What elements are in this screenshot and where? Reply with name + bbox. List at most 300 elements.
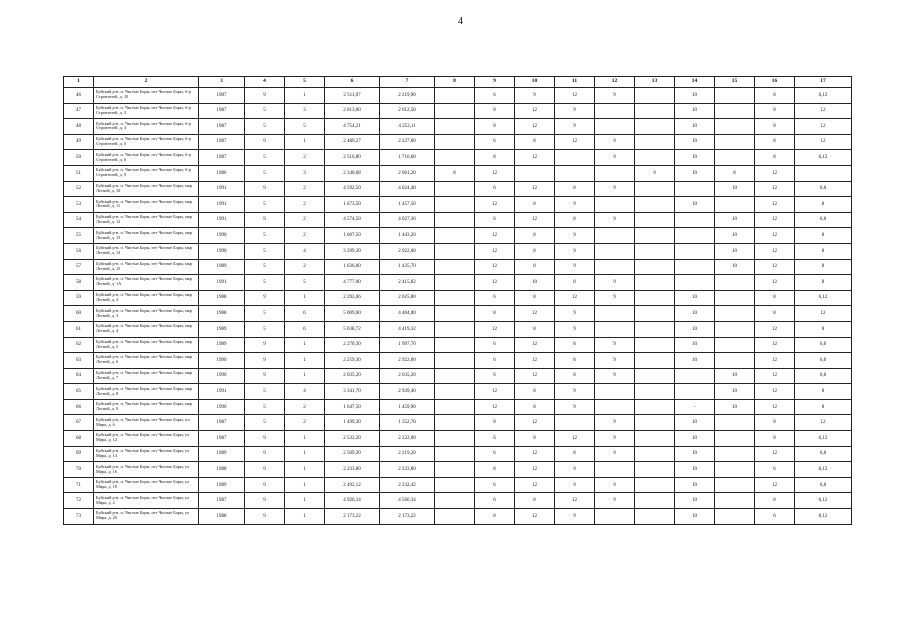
- table-cell: 12: [515, 477, 555, 493]
- address-cell: Буйский р-н, п. Чистые Боры, пгт Чистые Боры, ул Мира, д. 18: [94, 477, 199, 493]
- column-header: 5: [285, 77, 325, 88]
- table-cell: 8: [795, 399, 852, 415]
- table-cell: 8: [475, 150, 515, 166]
- table-cell: 4 252,11: [380, 119, 435, 135]
- column-header: 14: [675, 77, 715, 88]
- table-cell: 2 922,00: [380, 353, 435, 369]
- table-cell: 8: [795, 243, 852, 259]
- table-row: [64, 368, 852, 384]
- table-cell: 9: [245, 337, 285, 353]
- table-cell: 2 219,20: [380, 446, 435, 462]
- table-cell: 47: [64, 103, 94, 119]
- table-cell: 12: [475, 228, 515, 244]
- table-cell: 9: [635, 165, 675, 181]
- table-cell: 4 404,00: [380, 306, 435, 322]
- table-cell: 10: [675, 119, 715, 135]
- table-cell: 10: [675, 462, 715, 478]
- table-cell: 8: [755, 134, 795, 150]
- table-row: [64, 337, 852, 353]
- table-cell: [435, 431, 475, 447]
- table-cell: 9: [245, 212, 285, 228]
- table-cell: 8: [715, 165, 755, 181]
- table-cell: 1988: [199, 462, 245, 478]
- table-cell: 63: [64, 353, 94, 369]
- table-cell: 9: [555, 197, 595, 213]
- table-cell: 12: [475, 259, 515, 275]
- table-cell: 1989: [199, 477, 245, 493]
- table-cell: 12: [795, 306, 852, 322]
- table-cell: [435, 212, 475, 228]
- table-cell: [595, 259, 635, 275]
- table-row: [64, 119, 852, 135]
- address-cell: Буйский р-н, п. Чистые Боры, пгт Чистые Боры, мкр Лесной, д. 2: [94, 290, 199, 306]
- table-cell: 2 219,90: [380, 88, 435, 104]
- table-cell: 4 926,14: [325, 493, 380, 509]
- table-cell: 6,8: [795, 368, 852, 384]
- table-cell: 8: [515, 290, 555, 306]
- table-cell: 6: [475, 431, 515, 447]
- table-cell: [595, 509, 635, 525]
- table-cell: 8: [755, 431, 795, 447]
- table-row: [64, 493, 852, 509]
- table-cell: 8: [515, 493, 555, 509]
- table-cell: 8: [795, 259, 852, 275]
- table-cell: [675, 228, 715, 244]
- table-cell: [635, 228, 675, 244]
- address-cell: Буйский р-н, п. Чистые Боры, пгт Чистые Боры, ул Мира, д. 16: [94, 462, 199, 478]
- table-cell: [555, 150, 595, 166]
- table-cell: 66: [64, 399, 94, 415]
- table-cell: 1 352,70: [380, 415, 435, 431]
- table-cell: 2 233,80: [380, 462, 435, 478]
- table-cell: 4 419,32: [380, 321, 435, 337]
- table-cell: 8: [795, 275, 852, 291]
- table-cell: [715, 415, 755, 431]
- table-cell: [675, 384, 715, 400]
- table-cell: 9: [555, 103, 595, 119]
- table-cell: 8: [515, 134, 555, 150]
- table-cell: [595, 119, 635, 135]
- table-cell: 1987: [199, 493, 245, 509]
- table-cell: 2: [285, 150, 325, 166]
- table-cell: 9: [555, 384, 595, 400]
- table-cell: [635, 493, 675, 509]
- address-cell: Буйский р-н, п. Чистые Боры, пгт Чистые Боры, мкр Лесной, д. 12: [94, 212, 199, 228]
- table-cell: 5: [245, 150, 285, 166]
- table-row: [64, 134, 852, 150]
- address-cell: Буйский р-н, п. Чистые Боры, пгт Чистые Боры, мкр Лесной, д. 9: [94, 399, 199, 415]
- table-cell: 10: [715, 384, 755, 400]
- table-cell: 4 566,34: [380, 493, 435, 509]
- table-cell: 9: [245, 181, 285, 197]
- table-cell: [635, 321, 675, 337]
- table-cell: 12: [515, 306, 555, 322]
- table-cell: 9: [555, 462, 595, 478]
- table-cell: [635, 462, 675, 478]
- table-cell: 8: [475, 306, 515, 322]
- table-cell: [635, 103, 675, 119]
- table-cell: 1988: [199, 290, 245, 306]
- table-cell: 1987: [199, 103, 245, 119]
- table-cell: 1991: [199, 197, 245, 213]
- table-cell: 10: [675, 197, 715, 213]
- table-cell: 51: [64, 165, 94, 181]
- table-cell: [715, 493, 755, 509]
- table-cell: 65: [64, 384, 94, 400]
- column-header: 10: [515, 77, 555, 88]
- table-cell: 5: [245, 259, 285, 275]
- table-cell: 6: [475, 353, 515, 369]
- table-cell: 1987: [199, 431, 245, 447]
- address-cell: Буйский р-н, п. Чистые Боры, пгт Чистые Боры, мкр Лесной, д. 10: [94, 181, 199, 197]
- table-cell: 68: [64, 431, 94, 447]
- table-cell: [515, 165, 555, 181]
- table-cell: 1: [285, 431, 325, 447]
- table-cell: 9: [595, 493, 635, 509]
- table-cell: 10: [715, 228, 755, 244]
- address-cell: Буйский р-н, п. Чистые Боры, пгт Чистые Боры, ул Мира, д. 12: [94, 431, 199, 447]
- table-cell: 10: [715, 181, 755, 197]
- table-cell: 10: [675, 509, 715, 525]
- table-cell: 72: [64, 493, 94, 509]
- table-cell: 3: [285, 103, 325, 119]
- table-cell: [595, 321, 635, 337]
- table-cell: 1987: [199, 150, 245, 166]
- table-cell: 6,8: [795, 181, 852, 197]
- table-cell: 8,12: [795, 509, 852, 525]
- table-cell: 71: [64, 477, 94, 493]
- table-cell: 8: [795, 321, 852, 337]
- table-cell: 2 511,07: [325, 88, 380, 104]
- table-cell: 52: [64, 181, 94, 197]
- table-cell: 6: [285, 321, 325, 337]
- table-cell: 12: [555, 493, 595, 509]
- table-row: [64, 431, 852, 447]
- table-cell: 6: [475, 337, 515, 353]
- table-cell: 70: [64, 462, 94, 478]
- table-cell: 12: [755, 197, 795, 213]
- table-cell: 2 532,20: [325, 431, 380, 447]
- table-cell: 6,8: [795, 212, 852, 228]
- table-cell: 9: [245, 477, 285, 493]
- table-cell: 1991: [199, 275, 245, 291]
- table-cell: 10: [675, 431, 715, 447]
- table-cell: 5 009,00: [325, 306, 380, 322]
- table-cell: [635, 150, 675, 166]
- table-row: [64, 509, 852, 525]
- table-cell: 9: [555, 119, 595, 135]
- table-cell: 3 341,70: [325, 384, 380, 400]
- table-cell: 8: [515, 197, 555, 213]
- table-cell: 6: [475, 88, 515, 104]
- table-cell: [595, 399, 635, 415]
- table-cell: 1 997,70: [380, 337, 435, 353]
- table-cell: [635, 368, 675, 384]
- table-cell: 12: [515, 119, 555, 135]
- table-cell: 50: [64, 150, 94, 166]
- table-cell: [715, 306, 755, 322]
- table-cell: [435, 228, 475, 244]
- table-cell: 12: [795, 119, 852, 135]
- table-cell: 5: [245, 384, 285, 400]
- table-cell: 9: [555, 243, 595, 259]
- table-cell: [435, 306, 475, 322]
- table-cell: 6,8: [795, 353, 852, 369]
- table-cell: [555, 415, 595, 431]
- table-cell: [435, 197, 475, 213]
- table-cell: 12: [515, 509, 555, 525]
- table-cell: 10: [715, 243, 755, 259]
- table-cell: [595, 384, 635, 400]
- table-cell: [435, 275, 475, 291]
- table-cell: 9: [595, 88, 635, 104]
- table-cell: 12: [515, 415, 555, 431]
- table-cell: 10: [675, 88, 715, 104]
- table-cell: 1: [285, 509, 325, 525]
- table-cell: [635, 446, 675, 462]
- table-row: [64, 462, 852, 478]
- table-cell: [435, 368, 475, 384]
- table-cell: 1: [285, 134, 325, 150]
- table-cell: 2 492,12: [325, 477, 380, 493]
- table-cell: [715, 321, 755, 337]
- table-cell: 9: [595, 275, 635, 291]
- table-cell: 9: [555, 306, 595, 322]
- table-cell: 5: [245, 415, 285, 431]
- table-cell: 2 415,82: [380, 275, 435, 291]
- table-cell: 1987: [199, 119, 245, 135]
- address-cell: Буйский р-н, п. Чистые Боры, пгт Чистые Боры, б-р Строителей, д. 10: [94, 88, 199, 104]
- table-cell: [715, 431, 755, 447]
- table-cell: 58: [64, 275, 94, 291]
- table-cell: 2 922,00: [380, 243, 435, 259]
- table-cell: 2 232,42: [380, 477, 435, 493]
- table-cell: 2: [285, 181, 325, 197]
- column-header: 9: [475, 77, 515, 88]
- table-cell: 1: [285, 493, 325, 509]
- table-cell: 12: [515, 103, 555, 119]
- table-row: [64, 353, 852, 369]
- table-cell: 2 292,06: [325, 290, 380, 306]
- table-cell: [435, 493, 475, 509]
- table-cell: 10: [675, 150, 715, 166]
- table-cell: 2 227,00: [380, 134, 435, 150]
- address-cell: Буйский р-н, п. Чистые Боры, пгт Чистые Боры, мкр Лесной, д. 4: [94, 321, 199, 337]
- table-cell: 12: [475, 243, 515, 259]
- table-cell: 9: [595, 477, 635, 493]
- table-cell: [675, 368, 715, 384]
- table-cell: 9: [595, 446, 635, 462]
- column-header: 4: [245, 77, 285, 88]
- table-cell: 10: [715, 368, 755, 384]
- table-cell: [635, 88, 675, 104]
- table-cell: 9: [595, 212, 635, 228]
- table-cell: 6,12: [795, 493, 852, 509]
- table-cell: 12: [515, 212, 555, 228]
- table-cell: [715, 103, 755, 119]
- header-row: [64, 77, 852, 88]
- table-cell: 8: [555, 212, 595, 228]
- table-cell: [715, 150, 755, 166]
- table-cell: 9: [245, 134, 285, 150]
- table-cell: 8: [795, 197, 852, 213]
- table-cell: [715, 462, 755, 478]
- table-cell: [635, 243, 675, 259]
- table-cell: 2: [285, 415, 325, 431]
- table-cell: 9: [245, 431, 285, 447]
- table-cell: 8: [755, 493, 795, 509]
- table-cell: [435, 88, 475, 104]
- table-cell: [715, 275, 755, 291]
- table-cell: 8: [515, 399, 555, 415]
- table-cell: 8: [555, 353, 595, 369]
- address-cell: Буйский р-н, п. Чистые Боры, пгт Чистые Боры, б-р Строителей, д. 4: [94, 119, 199, 135]
- table-cell: [635, 431, 675, 447]
- table-cell: 2 013,00: [325, 103, 380, 119]
- table-cell: 6: [475, 290, 515, 306]
- table-cell: 1987: [199, 134, 245, 150]
- table-cell: [435, 337, 475, 353]
- table-cell: 4 754,21: [325, 119, 380, 135]
- table-cell: 10: [675, 165, 715, 181]
- address-cell: Буйский р-н, п. Чистые Боры, пгт Чистые Боры, б-р Строителей, д. 5: [94, 134, 199, 150]
- table-cell: 1 443,20: [380, 228, 435, 244]
- table-cell: [435, 290, 475, 306]
- table-cell: 1990: [199, 368, 245, 384]
- table-cell: [635, 119, 675, 135]
- table-cell: 1 499,30: [325, 415, 380, 431]
- table-cell: 6,12: [795, 88, 852, 104]
- table-row: [64, 181, 852, 197]
- table-cell: 8,12: [795, 462, 852, 478]
- table-cell: 12: [515, 462, 555, 478]
- address-cell: Буйский р-н, п. Чистые Боры, пгт Чистые Боры, б-р Строителей, д. 6: [94, 150, 199, 166]
- table-cell: [635, 259, 675, 275]
- table-cell: 12: [475, 321, 515, 337]
- table-cell: [635, 306, 675, 322]
- table-cell: [675, 212, 715, 228]
- table-cell: 12: [475, 165, 515, 181]
- buildings-table: [63, 76, 852, 525]
- column-header: 12: [595, 77, 635, 88]
- address-cell: Буйский р-н, п. Чистые Боры, пгт Чистые Боры, мкр Лесной, д. 5: [94, 337, 199, 353]
- table-cell: 2 035,20: [380, 368, 435, 384]
- table-cell: 1: [285, 368, 325, 384]
- table-cell: [635, 509, 675, 525]
- table-cell: 54: [64, 212, 94, 228]
- column-header: 11: [555, 77, 595, 88]
- table-cell: 10: [715, 259, 755, 275]
- table-cell: 6,8: [795, 446, 852, 462]
- column-header: 1: [64, 77, 94, 88]
- table-cell: [435, 415, 475, 431]
- table-cell: 12: [755, 243, 795, 259]
- table-cell: 2 233,80: [325, 462, 380, 478]
- table-cell: 1988: [199, 509, 245, 525]
- table-cell: 12: [555, 134, 595, 150]
- table-cell: 5 038,72: [325, 321, 380, 337]
- table-cell: 55: [64, 228, 94, 244]
- table-cell: [555, 165, 595, 181]
- table-cell: [435, 462, 475, 478]
- table-cell: [435, 134, 475, 150]
- table-cell: 8: [755, 88, 795, 104]
- table-cell: 2 516,80: [325, 150, 380, 166]
- address-cell: Буйский р-н, п. Чистые Боры, пгт Чистые Боры, ул Мира, д. 14: [94, 446, 199, 462]
- table-cell: 6: [475, 493, 515, 509]
- table-cell: 9: [555, 228, 595, 244]
- table-cell: 49: [64, 134, 94, 150]
- table-row: [64, 212, 852, 228]
- table-cell: [635, 477, 675, 493]
- table-cell: 46: [64, 88, 94, 104]
- table-cell: 1991: [199, 181, 245, 197]
- table-cell: [675, 181, 715, 197]
- table-cell: 4: [285, 243, 325, 259]
- table-row: [64, 415, 852, 431]
- table-cell: 6: [475, 446, 515, 462]
- column-header: 13: [635, 77, 675, 88]
- table-cell: 9: [555, 399, 595, 415]
- table-cell: 1989: [199, 446, 245, 462]
- table-cell: 2: [285, 259, 325, 275]
- table-cell: [795, 165, 852, 181]
- table-cell: 2 025,80: [380, 290, 435, 306]
- table-cell: 8: [515, 321, 555, 337]
- table-cell: 9: [555, 259, 595, 275]
- table-cell: 5: [245, 165, 285, 181]
- table-cell: [435, 181, 475, 197]
- table-cell: [715, 290, 755, 306]
- table-cell: 5: [245, 321, 285, 337]
- table-cell: 12: [555, 431, 595, 447]
- table-cell: [435, 259, 475, 275]
- table-cell: 9: [595, 431, 635, 447]
- table-cell: [595, 228, 635, 244]
- table-cell: 1987: [199, 415, 245, 431]
- table-cell: 8: [435, 165, 475, 181]
- table-cell: [595, 165, 635, 181]
- table-cell: 6,12: [795, 150, 852, 166]
- table-cell: 12: [755, 399, 795, 415]
- table-cell: 8: [755, 415, 795, 431]
- table-cell: 2 222,00: [380, 431, 435, 447]
- table-row: [64, 88, 852, 104]
- table-cell: [595, 103, 635, 119]
- table-cell: 12: [475, 197, 515, 213]
- table-cell: 9: [595, 290, 635, 306]
- table-cell: 1: [285, 446, 325, 462]
- table-cell: [435, 384, 475, 400]
- table-cell: 9: [245, 509, 285, 525]
- table-row: [64, 446, 852, 462]
- table-cell: 8: [515, 228, 555, 244]
- table-cell: 6,8: [795, 477, 852, 493]
- table-cell: 2 939,40: [380, 384, 435, 400]
- table-cell: 12: [515, 446, 555, 462]
- address-cell: Буйский р-н, п. Чистые Боры, пгт Чистые Боры, мкр Лесной, д. 13: [94, 228, 199, 244]
- table-cell: 9: [595, 368, 635, 384]
- table-cell: [435, 446, 475, 462]
- table-cell: 12: [755, 477, 795, 493]
- table-cell: 61: [64, 321, 94, 337]
- table-cell: 9: [555, 509, 595, 525]
- table-cell: [435, 399, 475, 415]
- column-header: 7: [380, 77, 435, 88]
- address-cell: Буйский р-н, п. Чистые Боры, пгт Чистые Боры, ул Мира, д. 20: [94, 509, 199, 525]
- table-cell: 3: [285, 165, 325, 181]
- table-cell: 10: [715, 212, 755, 228]
